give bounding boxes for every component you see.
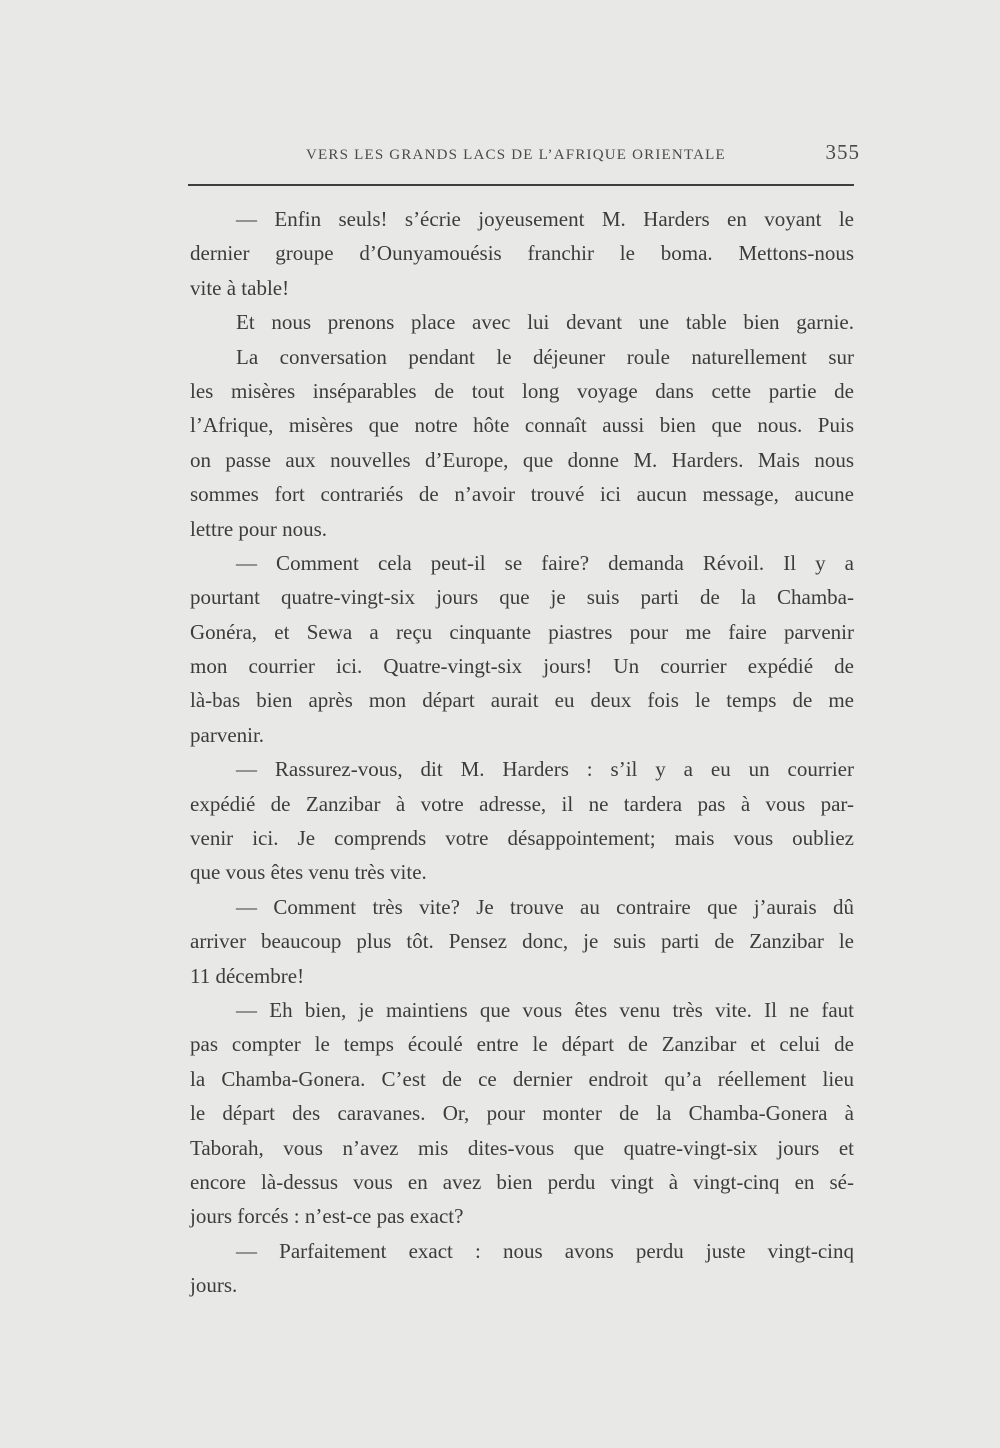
- text-line: la Chamba-Gonera. C’est de ce dernier endroit qu’a réellement lieu: [190, 1066, 854, 1091]
- text-line: dernier groupe d’Ounyamouésis franchir le boma. Mettons-nous: [190, 241, 854, 266]
- text-line: Et nous prenons place avec lui devant une table bien garnie.: [236, 310, 854, 335]
- text-line: là-bas bien après mon départ aurait eu deux fois le temps de me: [190, 688, 854, 713]
- text-line: les misères inséparables de tout long voyage dans cette partie de: [190, 378, 854, 403]
- text-line: 11 décembre!: [190, 963, 305, 988]
- text-line: vite à table!: [190, 275, 290, 300]
- text-line: — Enfin seuls! s’écrie joyeusement M. Harders en voyant le: [236, 207, 854, 231]
- text-line: — Comment cela peut-il se faire? demanda Révoil. Il y a: [236, 550, 854, 575]
- text-line: encore là-dessus vous en avez bien perdu vingt à vingt-cinq en sé-: [190, 1169, 854, 1194]
- text-line: pas compter le temps écoulé entre le départ de Zanzibar et celui de: [190, 1032, 854, 1057]
- text-line: parvenir.: [190, 722, 265, 747]
- text-line: — Parfaitement exact : nous avons perdu juste vingt-cinq: [236, 1238, 854, 1263]
- text-line: l’Afrique, misères que notre hôte connaît aussi bien que nous. Puis: [190, 413, 854, 438]
- text-line: jours forcés : n’est-ce pas exact?: [190, 1204, 464, 1229]
- running-head: [188, 140, 860, 170]
- text-line: Taborah, vous n’avez mis dites-vous que quatre-vingt-six jours et: [190, 1135, 854, 1160]
- text-line: — Rassurez-vous, dit M. Harders : s’il y a eu un courrier: [236, 757, 854, 782]
- text-line: le départ des caravanes. Or, pour monter de la Chamba-Gonera à: [190, 1101, 854, 1126]
- text-line: on passe aux nouvelles d’Europe, que donne M. Harders. Mais nous: [190, 447, 854, 472]
- text-line: lettre pour nous.: [190, 516, 328, 541]
- page-number: 355: [825, 140, 860, 164]
- header-rule: [188, 184, 854, 186]
- text-line: venir ici. Je comprends votre désappointement; mais vous oubliez: [190, 826, 854, 851]
- text-line: pourtant quatre-vingt-six jours que je suis parti de la Chamba-: [190, 585, 854, 610]
- text-line: Gonéra, et Sewa a reçu cinquante piastres pour me faire parvenir: [190, 619, 854, 644]
- text-line: que vous êtes venu très vite.: [190, 860, 427, 885]
- text-line: expédié de Zanzibar à votre adresse, il ne tardera pas à vous par-: [190, 791, 854, 816]
- text-line: jours.: [190, 1273, 238, 1298]
- text-line: sommes fort contrariés de n’avoir trouvé ici aucun message, aucune: [190, 482, 854, 507]
- text-line: — Eh bien, je maintiens que vous êtes venu très vite. Il ne faut: [236, 997, 854, 1022]
- text-line: arriver beaucoup plus tôt. Pensez donc, je suis parti de Zanzibar le: [190, 929, 854, 954]
- text-line: mon courrier ici. Quatre-vingt-six jours! Un courrier expédié de: [190, 654, 854, 679]
- text-line: La conversation pendant le déjeuner roule naturellement sur: [236, 344, 854, 369]
- body-text: [190, 202, 854, 1303]
- text-line: — Comment très vite? Je trouve au contraire que j’aurais dû: [236, 894, 854, 919]
- running-title: VERS LES GRANDS LACS DE L’AFRIQUE ORIENTALE: [306, 147, 726, 163]
